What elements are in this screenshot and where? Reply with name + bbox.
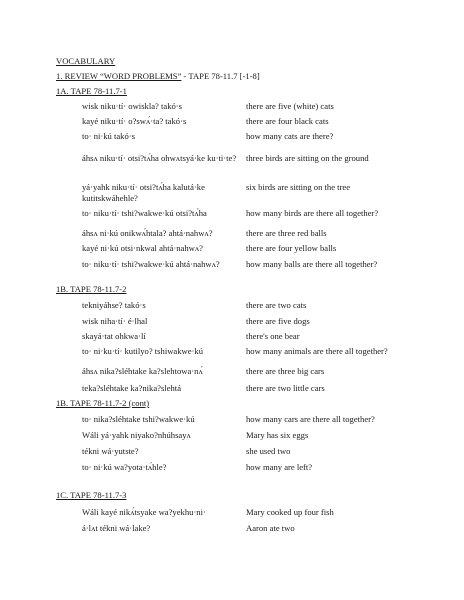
entry-source-text: wisk niku·tí· owiskla? takó·s [82,101,183,111]
entry-source-text: to· ni·ku·tí· kutilyo? tshiwakwe·kú [82,346,204,356]
section-heading-1b: 1B. TAPE 78-11.7-2 [56,284,127,294]
entry-translation: there are three red balls [246,228,327,238]
entry-source-text: kayé niku·tí· o?swʌ́·ta? takó·s [82,116,187,126]
entry-translation: how many cars are there all together? [246,414,375,424]
section-heading-1a: 1A. TAPE 78-11.7-1 [56,86,127,96]
review-heading [56,72,260,81]
entry-translation: there are four yellow balls [246,243,337,253]
entry-source-text: skayá·tat ohkwa·lí [82,331,146,341]
entry-translation: there are five dogs [246,316,310,326]
entry-translation: there are three big cars [246,366,325,376]
entry-translation: how many cats are there? [246,131,334,141]
entry-translation: Mary cooked up four fish [246,507,334,517]
entry-translation: there are five (white) cats [246,101,334,111]
entry-translation: there's one bear [246,331,300,341]
review-heading-rest: - TAPE 78-11.7 [-1-8] [181,71,260,81]
entry-source-text: Wáli yá·yahk niyako?nhúhsayʌ [82,430,191,440]
entry-source-text: á·lʌt tékni wá·lake? [82,523,151,533]
entry-translation: there are four black cats [246,116,329,126]
entry-source-text: to· nika?sléhtake tshi?wakwe·kú [82,414,195,424]
entry-source-text: kayé ni·kú otsi·nkwal ahtá·nahwʌ? [82,243,203,253]
entry-translation: there are two little cars [246,383,325,393]
review-heading-underlined: 1. REVIEW “WORD PROBLEMS” [56,71,182,81]
entry-source-text: Wáli kayé nikʌ́tsyake wa?yekhu·ni· [82,507,206,517]
entry-source-text: áhsʌ nika?sléhtake ka?slehtowa·nʌ́ [82,366,203,376]
entry-translation: Mary has six eggs [246,430,309,440]
entry-translation: how many balls are there all together? [246,259,378,269]
entry-translation: how many animals are there all together? [246,346,388,356]
page-title: VOCABULARY [56,56,116,66]
entry-source-text: áhsʌ niku·tí· otsi?tʌ́ha ohwʌtsyá·ke ku·ti·te? [82,153,237,163]
entry-source-text: yá·yahk niku·tí· otsi?tʌ́ha kalutá·ke kutitskwáhehle? [82,182,205,203]
entry-translation: how many birds are there all together? [246,208,379,218]
entry-source-text: teka?sléhtake ka?nika?slehtá [82,383,182,393]
entry-translation: there are two cats [246,300,307,310]
entry-translation: six birds are sitting on the tree [246,182,351,192]
entry-source-text: to· ni·kú takó·s [82,131,135,141]
entry-translation: three birds are sitting on the ground [246,153,369,163]
entry-source-text: to· niku·tí· tshi?wakwe·kú otsi?tʌ́ha [82,208,207,218]
entry-translation: she used two [246,446,291,456]
entry-source-text: wisk niha·tí· é·lhal [82,316,148,326]
entry-source-text: áhsʌ ni·kú onikwʌ́htala? ahtá·nahwʌ? [82,228,213,238]
entry-source-text: to· niku·tí· tshi?wakwe·kú ahtá·nahwʌ? [82,259,220,269]
entry-source-text: tekniyáhse? takó·s [82,300,146,310]
entry-translation: Aaron ate two [246,523,295,533]
entry-translation: how many are left? [246,462,313,472]
section-heading-1b-cont: 1B. TAPE 78-11.7-2 (cont) [56,398,150,408]
entry-source-text: tékni wá·yutste? [82,446,139,456]
section-heading-1c: 1C. TAPE 78-11.7-3 [56,490,127,500]
entry-source-text: to· ni·kú wa?yota·tʌ́hle? [82,462,167,472]
